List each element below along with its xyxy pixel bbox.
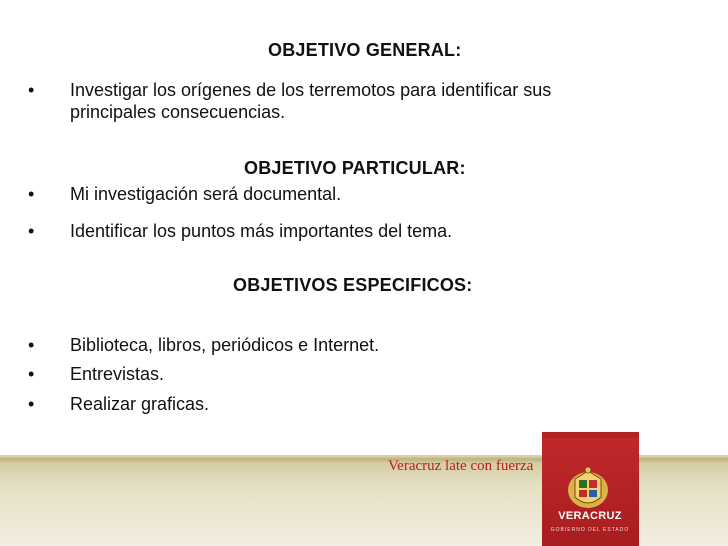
heading-objetivo-particular: OBJETIVO PARTICULAR: — [244, 158, 466, 178]
bullet-dot: • — [28, 80, 35, 100]
bullet-dot: • — [28, 221, 35, 241]
veracruz-logo-text: VERACRUZ — [558, 510, 622, 522]
footer-slogan: Veracruz late con fuerza — [388, 458, 534, 474]
bullet-text: Investigar los orígenes de los terremotos para identificar sus — [70, 80, 552, 100]
bullet-text: Mi investigación será documental. — [70, 184, 342, 204]
bullet-text: Identificar los puntos más importantes del tema. — [70, 221, 453, 241]
heading-objetivos-especificos: OBJETIVOS ESPECIFICOS: — [233, 275, 473, 295]
bullet-text: Biblioteca, libros, periódicos e Internet. — [70, 335, 380, 355]
bullet-text: principales consecuencias. — [70, 102, 286, 122]
bullet-text: Entrevistas. — [70, 364, 165, 384]
veracruz-logo-subtext: GOBIERNO DEL ESTADO — [550, 527, 630, 533]
bullet-dot: • — [28, 394, 35, 414]
heading-objetivo-general: OBJETIVO GENERAL: — [268, 40, 462, 60]
bullet-dot: • — [28, 335, 35, 355]
bullet-text: Realizar graficas. — [70, 394, 210, 414]
bullet-dot: • — [28, 364, 35, 384]
coat-of-arms-icon — [565, 465, 611, 511]
bullet-dot: • — [28, 184, 35, 204]
